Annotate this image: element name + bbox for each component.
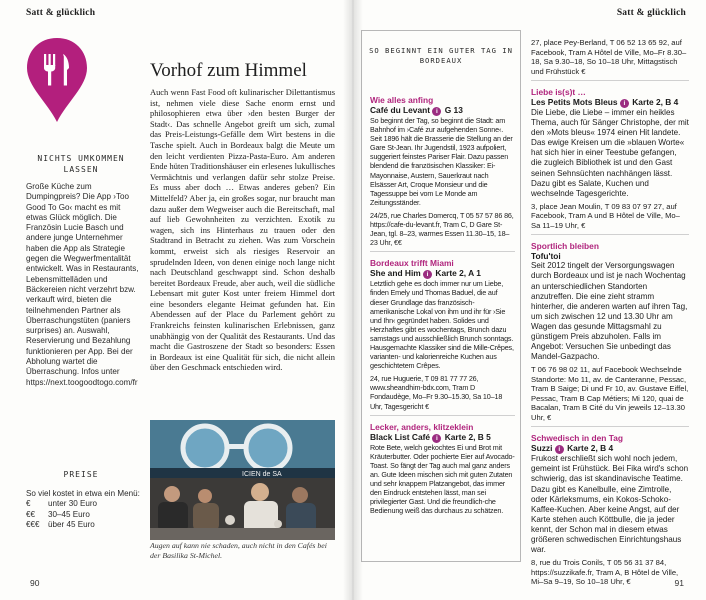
book-gutter xyxy=(343,0,363,600)
venue-name: Black List Café xyxy=(370,431,431,442)
article-body: Auch wenn Fast Food oft kulinarischer Dilettantismus ist, nehmen viele diese Sache enorm ernst und philosophieren etwa über ›den besten Burger der Stadt‹. Das schnelle Angebot greift um sich, zumal das Preis-Leistungs-Gefälle dem Wirt bestens in die Tasche spielt. Auch in Bordeaux balgt die Meute um den leicht verdienten Pizza-Pasta-Euro. Am anderen Ende hüten Traditionshäuser ein erlesenes lukullisches Vermächtnis und verlangen dafür sehr stolze Preise. Es muss aber doch … Etwas anderes geben? Ein Mittelfeld? Aber ja, ein großes sogar, nur braucht man dazu außer dem Wegweiser auch die Bereitschaft, mal auf lieb Gewohnheiten zu verzichten. Exotik zu wagen, sich ins Hinterhaus zu trauen oder den Stadtrand in Betracht zu ziehen. Was zum Vorschein kommt, erweist sich als riesiges Reservoir an sprudelnden Ideen, von denen einige noch lange nicht nach Deutschland geschwappt sind. Schon deshalb bereitet Bordeaux Freude, aber auch, weil die südliche Lebensart mit guter Kost unter freiem Himmel dort eine besonders elegante Heimat gefunden hat. Ein Abendessen auf der Place du Parlement gehört zu Frankreichs feinsten kulinarischen Erlebnissen, ganz unabhängig von der Qualität des Restaurants. Und das macht die Gastroszene der Stadt so besonders: Essen in Bordeaux ist eine Qualität für sich, die nicht allein über den Geschmack entschieden wird. xyxy=(150,87,335,373)
breakfast-box-header xyxy=(361,46,521,66)
listing-address: 24, rue Huguerie, T 09 81 77 77 26, www.sheandhim-bdx.com, Tram D Fondaudège, Mo–Fr 9.30–15.30, Sa 10–18 Uhr, Tagesgericht € xyxy=(370,374,503,411)
breakfast-box-title: SO BEGINNT EIN GUTER TAG IN BORDEAUX xyxy=(369,46,513,65)
map-reference: Karte 2, B 4 xyxy=(567,443,614,454)
listing-text: Rote Bete, welch gekochtes Ei und Brot mit Kräuterbutter. Oder pochierte Eier auf Avocado-Toast. So fängt der Tag auch mal ganz anders an. Gute Ideen mischen sich mit guten Zutaten und sehr knappem Platzangebot, das immer den Eindruck entstehen lässt, man sei privilegierter Gast. Und die freundlich-che Bedienung weiß das durchaus zu schätzen. xyxy=(370,442,515,516)
price-row xyxy=(26,510,140,520)
listing-address: 24/25, rue Charles Domercq, T 05 57 57 86 86, https://cafe-du-levant.fr, Tram C, D Gare St-Jean, tgl. 8–23, warmes Essen 11.30–15, 18–23 Uhr, €€ xyxy=(370,210,514,248)
listing xyxy=(531,87,689,230)
article-title: Vorhof zum Himmel xyxy=(150,60,307,81)
photo-sign-text: ICIEN de SA xyxy=(242,471,282,478)
venue-name-line xyxy=(370,105,515,116)
photo-caption: Augen auf kann nie schaden, auch nicht in den Cafés bei der Basilika St-Michel. xyxy=(150,541,327,560)
price-text: unter 30 Euro xyxy=(48,499,98,509)
map-marker-icon: i xyxy=(432,107,441,116)
sidebar-title: NICHTS UMKOMMEN LASSEN xyxy=(37,154,125,174)
map-reference: Karte 2, B 5 xyxy=(444,431,491,442)
venue-name: Suzzi xyxy=(531,443,553,454)
map-reference: G 13 xyxy=(444,105,463,115)
map-reference: Karte 2, A 1 xyxy=(435,268,481,279)
map-marker-icon: i xyxy=(432,434,441,443)
page-number-left: 90 xyxy=(30,578,40,588)
listing-heading: Bordeaux trifft Miami xyxy=(370,258,454,269)
listing-text: Die Liebe, die Liebe – immer ein heikles Thema, auch für Sänger Christophe, der mit den »Mots bleus« 1974 einen Hit landete. Das ewige Kreisen um die »blauen Worte« hat sich hier in einer Teestube gefangen, die zugleich Bibliothek ist und den Gast seinen Sehnsüchten nachhängen lässt. Dazu gibt es Salate, Kuchen und wechselnde Tagesgerichte. xyxy=(531,108,689,198)
venue-name-line xyxy=(531,97,689,108)
listing xyxy=(531,433,689,586)
listing-address: 8, rue du Trois Conils, T 05 56 31 37 84, https://suzzikafe.fr, Tram A, B Hôtel de Ville, Mi–Sa 9–19, So 10–18 Uhr, € xyxy=(531,558,679,587)
running-head-right: Satt & glücklich xyxy=(616,8,686,18)
right-column xyxy=(531,38,689,590)
sidebar-text: Große Küche zum Dumpingpreis? Die App ›Too Good To Go‹ macht es mit etwas Glück möglich. Die Französin Lucie Basch und andere junge Unternehmer haben die App als Strategie gegen die Wegwerfmentalität entwickelt. Was in Restaurants, Lebensmittelläden und Bäckereien nicht verzehrt bzw. verkauft wird, bieten die teilnehmenden Partner als Überraschungstüten (paniers surprises) an. Auswahl, Reservierung und Bezahlung funktionieren per App. Bei der Abholung wartet die Überraschung. Infos unter https://next.toogoodtogo.com/fr xyxy=(26,182,139,387)
preise-title: PREISE xyxy=(63,470,99,479)
price-symbol: €€€ xyxy=(26,519,40,529)
price-text: 30–45 Euro xyxy=(48,509,90,519)
preise-intro: So viel kostet in etwa ein Menü: xyxy=(26,489,140,498)
listing-heading: Lecker, anders, klitzeklein xyxy=(370,421,474,432)
divider xyxy=(531,80,689,81)
price-symbol: € xyxy=(26,499,31,509)
listing xyxy=(370,258,515,410)
price-row xyxy=(26,520,140,530)
venue-name: Tofu'toi xyxy=(531,251,561,262)
venue-name-line xyxy=(531,443,689,454)
listing xyxy=(370,422,515,516)
venue-name: Café du Levant xyxy=(370,105,431,115)
listing xyxy=(531,241,689,422)
preise-box xyxy=(26,489,140,530)
venue-name: She and Him xyxy=(370,268,421,279)
breakfast-box-content xyxy=(370,95,515,518)
listing-text: Frukost erschließt sich wohl noch jedem, gemeint ist Frühstück. Bei Fika wird's schon schwierig, das ist skandinavische Teatime. Dazu gibt es Kanelbulle, eine Zimtrolle, oder Kärleksmums, ein Kokos-Schoko-Kaffee-Kuchen. Aber keine Angst, auf der Karte stehen auch Köttbulle, die ja jeder kennt, der Schon mal in diesem etwas größeren schwedischen Einrichtungshaus war. xyxy=(531,454,689,555)
listing-heading: Schwedisch in den Tag xyxy=(531,433,623,444)
venue-name-line xyxy=(531,251,689,261)
divider xyxy=(370,415,515,416)
divider xyxy=(370,251,515,252)
price-row xyxy=(26,499,140,509)
map-reference: Karte 2, B 4 xyxy=(632,97,679,107)
divider xyxy=(531,234,689,235)
price-symbol: €€ xyxy=(26,509,36,519)
listing-text: Seit 2012 tingelt der Versorgungswagen durch Bordeaux und ist je nach Wochentag an unterschiedlichen Standorten anzutreffen. Die eine zieht stramm hinterher, die anderen warten auf ihren Tag, um sich zwischen 12 und 13.30 Uhr am Wagen das gesunde Mittagsmahl zu günstigem Preis abzuholen. Falls im Angebot: Versuchen Sie unbedingt das Mandel-Gazpacho. xyxy=(531,261,688,362)
listing-address: T 06 76 98 02 11, auf Facebook Wechselnde Standorte: Mo 11, av. de Canteranne, Pessac, Tram B Saige; Di und Fr 10, av. Gustave Eiffel, Pessac, Tram B Cap Métiers; Mi 120, quai de Bacalan, Tram B Cité du Vin jeweils 12–13.30 Uhr, € xyxy=(531,365,689,422)
listing-text: So beginnt der Tag, so beginnt die Stadt: am Bahnhof im ›Café zur aufgehenden Sonne‹. Seit 1896 hält die Brasserie die Stellung an der Gare St-Jean. Ihr Jugendstil, 1923 aufpoliert, suggeriert feinstes Pariser Flair. Dazu passen blendend die französischen Klassiker: Ei-Mayonnaise, Austern, Sauerkraut nach Elsässer Art, Croque Monsieur und die Tagessuppe bei vom Le Monde am Zeitungsständer. xyxy=(370,116,513,207)
listing-heading: Sportlich bleiben xyxy=(531,241,599,252)
pin-with-cutlery-icon xyxy=(25,36,89,124)
listing-heading: Liebe is(s)t … xyxy=(531,87,586,97)
listing xyxy=(370,95,515,247)
map-marker-icon: i xyxy=(555,445,564,454)
listing-text: Letztlich gehe es doch immer nur um Liebe, finden Emely und Thomas Baduel, die auf dieser Grundlage das französisch-amerikanische Lokal von ihm und ihr für ›Sie und Ihn‹ gegründet haben. Solides und Herzhaftes gibt es wochentags, Brunch dazu samstags und ausschließlich Brunch sonntags. Hausgemachte Klassiker sind die Mille-Crêpes, varianten- und kalorienreiche Kuchen aus geschichtetem Crêpes. xyxy=(370,279,514,371)
map-marker-icon: i xyxy=(620,99,629,108)
listing-heading: Wie alles anfing xyxy=(370,95,434,105)
venue-name-line xyxy=(370,268,515,279)
venue-name-line xyxy=(370,432,515,443)
venue-name: Les Petits Mots Bleus xyxy=(531,97,618,107)
page-number-right: 91 xyxy=(674,578,684,588)
divider xyxy=(531,426,689,427)
listing-address: 27, place Pey-Berland, T 06 52 13 65 92, auf Facebook, Tram A Hôtel de Ville, Mo–Fr 8.30–18, Sa 9.30–18, So 10–18 Uhr, Mittagstisch und Frühstück € xyxy=(531,38,687,76)
listing-address: 3, place Jean Moulin, T 09 83 07 97 27, auf Facebook, Tram A und B Hôtel de Ville, Mo–Sa 11–19 Uhr, € xyxy=(531,201,680,230)
right-page xyxy=(353,0,706,600)
running-head-left: Satt & glücklich xyxy=(26,8,96,18)
cafe-photo xyxy=(150,420,335,540)
price-text: über 45 Euro xyxy=(48,519,95,529)
map-marker-icon: i xyxy=(423,270,432,279)
